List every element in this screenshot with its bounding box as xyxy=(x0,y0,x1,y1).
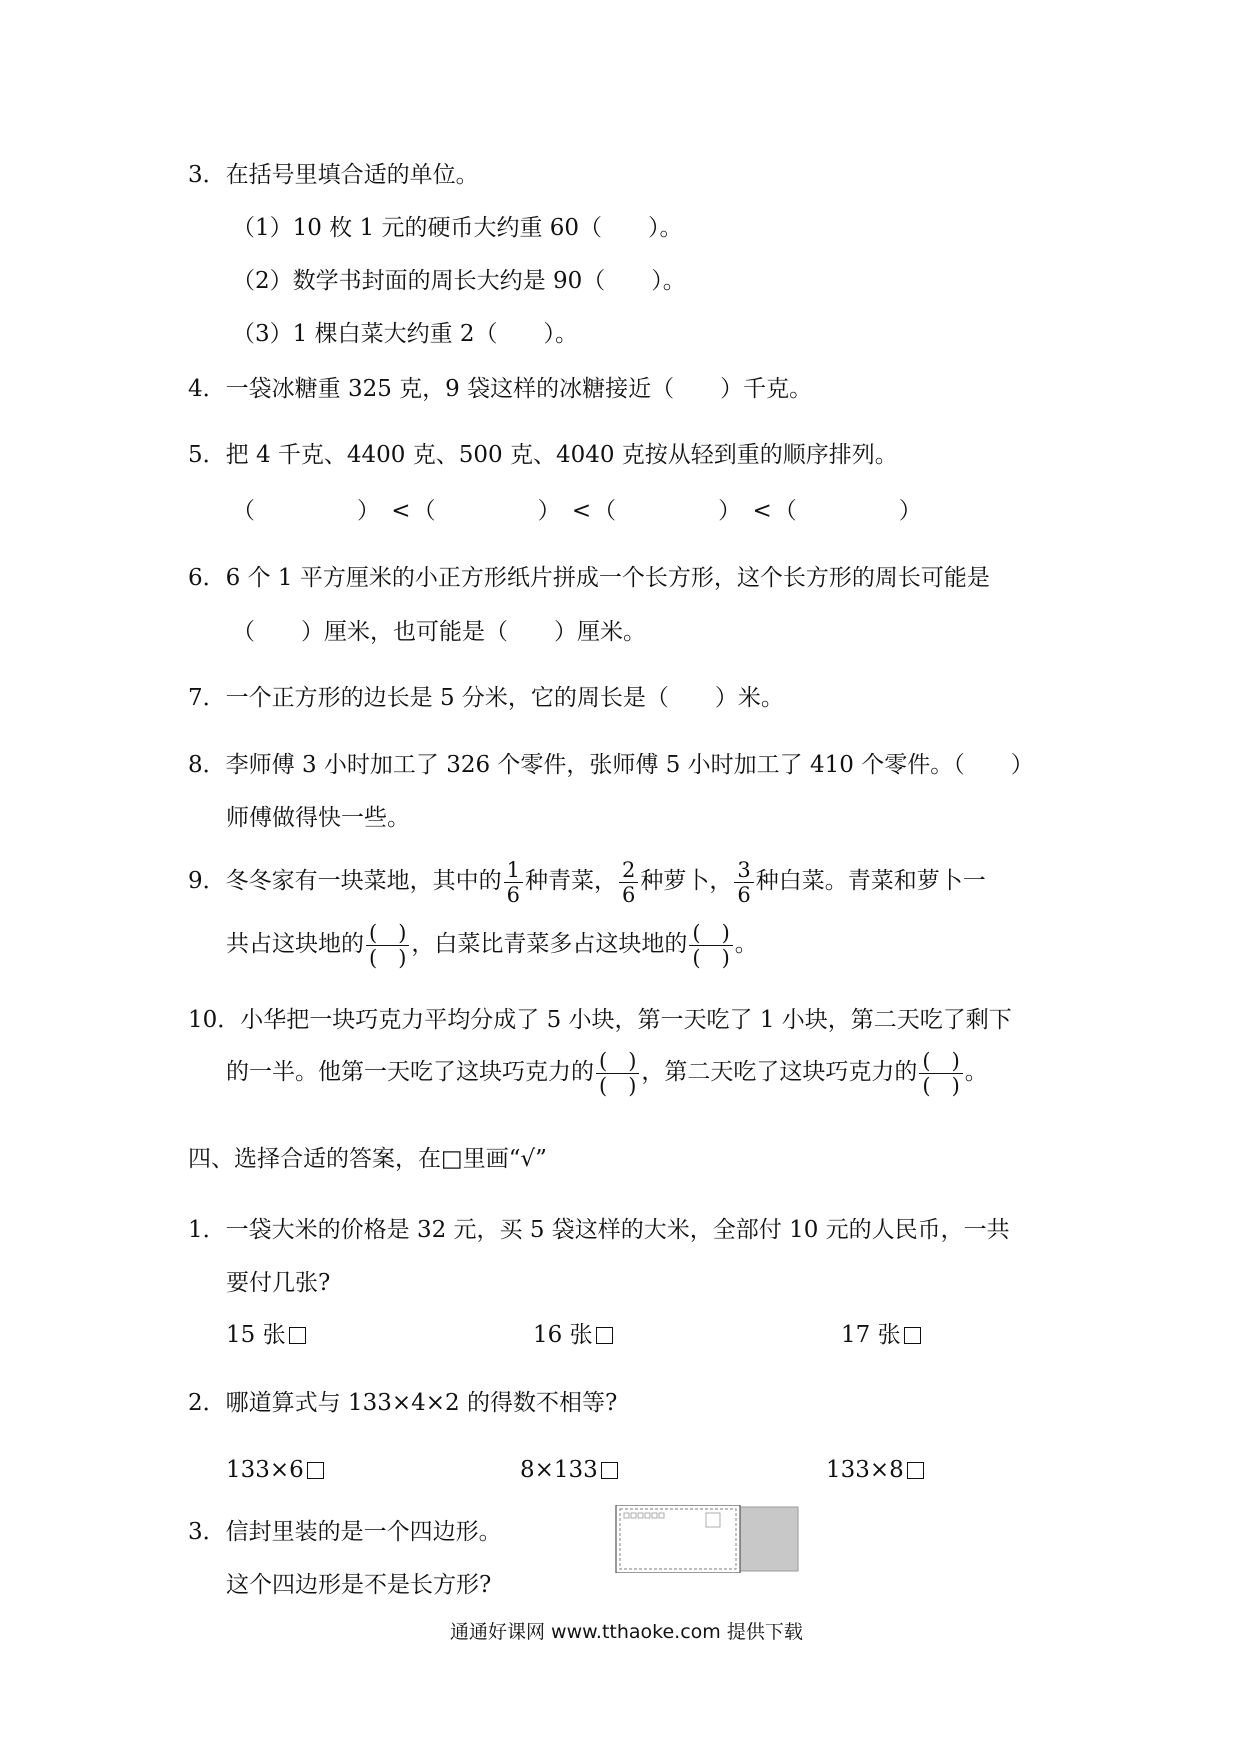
q3-title: 3．在括号里填合适的单位。 xyxy=(188,162,479,188)
option-label: 133×6 xyxy=(226,1457,304,1483)
q9-line-1 xyxy=(188,853,986,909)
option-label: 17 张 xyxy=(841,1322,901,1348)
fraction-numerator: 1 xyxy=(504,858,523,883)
s4-q2-option-3[interactable] xyxy=(826,1455,924,1485)
q6-line-2: （ ）厘米，也可能是（ ）厘米。 xyxy=(232,619,646,645)
fraction-numerator: 2 xyxy=(619,858,638,883)
answer-fraction-blank[interactable] xyxy=(919,1049,962,1098)
q8-line-1: 8．李师傅 3 小时加工了 326 个零件，张师傅 5 小时加工了 410 个零件。（ ） xyxy=(188,752,1034,778)
envelope-body xyxy=(616,1505,740,1573)
envelope-illustration xyxy=(614,1505,800,1573)
q6-line-1: 6．6 个 1 平方厘米的小正方形纸片拼成一个长方形，这个长方形的周长可能是 xyxy=(188,565,990,591)
answer-fraction-blank[interactable] xyxy=(689,921,732,970)
fraction-two-sixths xyxy=(619,858,638,907)
fraction-numerator-blank: ( ) xyxy=(689,921,732,946)
answer-fraction-blank[interactable] xyxy=(366,921,409,970)
s4-q3-line-1: 3．信封里装的是一个四边形。 xyxy=(188,1519,502,1545)
page-footer: 通通好课网 www.tthaoke.com 提供下载 xyxy=(450,1621,803,1643)
q7-text: 7．一个正方形的边长是 5 分米，它的周长是（ ）米。 xyxy=(188,685,784,711)
fraction-numerator-blank: ( ) xyxy=(596,1049,639,1074)
checkbox[interactable] xyxy=(904,1327,921,1344)
q5-title: 5．把 4 千克、4400 克、500 克、4040 克按从轻到重的顺序排列。 xyxy=(188,442,898,468)
option-label: 15 张 xyxy=(226,1322,286,1348)
s4-q1-option-2[interactable] xyxy=(533,1320,613,1350)
fraction-numerator-blank: ( ) xyxy=(919,1049,962,1074)
q9-part-4: 种白菜。青菜和萝卜一 xyxy=(755,868,986,894)
q9-part-3: 种萝卜， xyxy=(640,868,733,894)
q3-item-3: （3）1 棵白菜大约重 2（ ）。 xyxy=(232,321,579,347)
q9-part-2: 种青菜， xyxy=(525,868,618,894)
fraction-denominator-blank: ( ) xyxy=(599,1073,637,1098)
option-label: 133×8 xyxy=(826,1457,904,1483)
q10-part-3: 。 xyxy=(964,1059,988,1085)
fraction-denominator: 6 xyxy=(622,882,636,907)
fraction-denominator: 6 xyxy=(737,882,751,907)
fraction-three-sixths xyxy=(734,858,753,907)
s4-q1-line-2: 要付几张? xyxy=(226,1270,331,1296)
checkbox[interactable] xyxy=(307,1462,324,1479)
checkbox[interactable] xyxy=(601,1462,618,1479)
s4-q2-option-2[interactable] xyxy=(520,1455,618,1485)
fraction-numerator-blank: ( ) xyxy=(366,921,409,946)
s4-q1-option-3[interactable] xyxy=(841,1320,921,1350)
fraction-denominator-blank: ( ) xyxy=(692,945,730,970)
answer-fraction-blank[interactable] xyxy=(596,1049,639,1098)
s4-q2-option-1[interactable] xyxy=(226,1455,324,1485)
checkbox[interactable] xyxy=(907,1462,924,1479)
s4-q1-option-1[interactable] xyxy=(226,1320,306,1350)
q5-blanks: （ ） <（ ） <（ ） <（ ） xyxy=(232,498,924,524)
q10-line-2 xyxy=(226,1044,988,1100)
option-label: 16 张 xyxy=(533,1322,593,1348)
option-label: 8×133 xyxy=(520,1457,598,1483)
q9-part-5: 共占这块地的 xyxy=(226,931,364,957)
q9-part-1: 9．冬冬家有一块菜地，其中的 xyxy=(188,868,502,894)
q10-line-1: 10．小华把一块巧克力平均分成了 5 小块，第一天吃了 1 小块，第二天吃了剩下 xyxy=(188,1007,1012,1033)
checkbox[interactable] xyxy=(596,1327,613,1344)
q10-part-2: ，第二天吃了这块巧克力的 xyxy=(641,1059,918,1085)
checkbox[interactable] xyxy=(289,1327,306,1344)
q10-part-1: 的一半。他第一天吃了这块巧克力的 xyxy=(226,1059,594,1085)
q8-line-2: 师傅做得快一些。 xyxy=(226,805,410,831)
s4-q2-title: 2．哪道算式与 133×4×2 的得数不相等? xyxy=(188,1390,618,1416)
fraction-denominator-blank: ( ) xyxy=(922,1073,960,1098)
fraction-denominator-blank: ( ) xyxy=(369,945,407,970)
q9-part-7: 。 xyxy=(734,931,758,957)
q3-item-1: （1）10 枚 1 元的硬币大约重 60（ ）。 xyxy=(232,215,683,241)
section-4-heading: 四、选择合适的答案，在□里画“√” xyxy=(188,1146,547,1172)
s4-q1-line-1: 1．一袋大米的价格是 32 元，买 5 袋这样的大米，全部付 10 元的人民币，一共 xyxy=(188,1217,1010,1243)
fraction-denominator: 6 xyxy=(506,882,521,907)
quadrilateral-shape xyxy=(734,1507,798,1571)
q4-text: 4．一袋冰糖重 325 克，9 袋这样的冰糖接近（ ）千克。 xyxy=(188,376,813,402)
s4-q3-line-2: 这个四边形是不是长方形? xyxy=(226,1572,492,1598)
fraction-one-sixth xyxy=(504,858,523,907)
q9-part-6: ，白菜比青菜多占这块地的 xyxy=(411,931,688,957)
fraction-numerator: 3 xyxy=(734,858,753,883)
q3-item-2: （2）数学书封面的周长大约是 90（ ）。 xyxy=(232,268,686,294)
q9-line-2 xyxy=(226,916,758,972)
